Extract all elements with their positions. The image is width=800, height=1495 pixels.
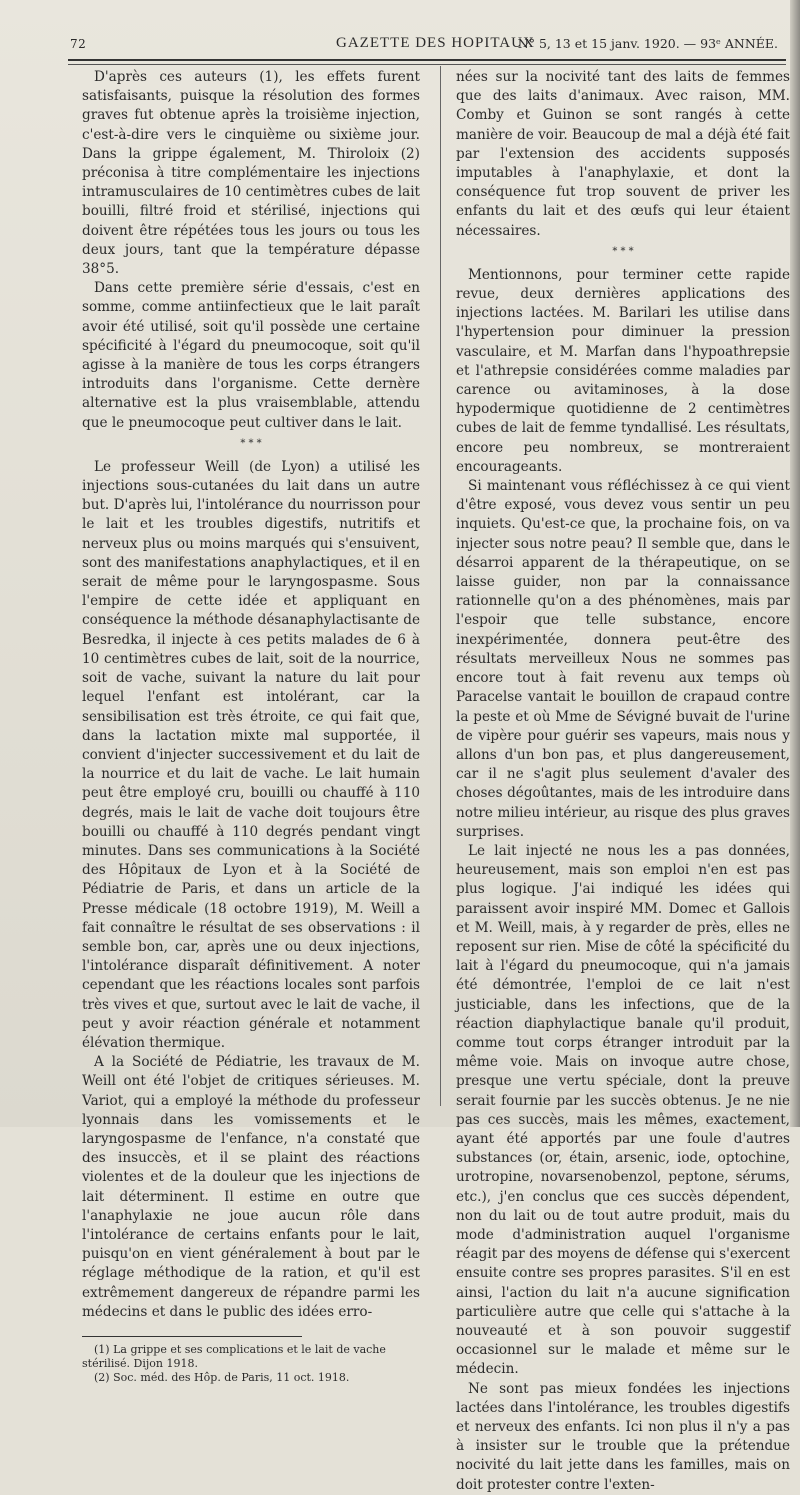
left-column <box>82 68 420 1385</box>
paragraph: Dans cette première série d'essais, c'est en somme, comme antiinfectieux que le lait paraît avoir été utilisé, soit qu'il possède une certaine spécificité à l'égard du pneumocoque, soit qu'il agisse à la manière de tous les corps étrangers introduits dans l'organisme. Cette dernère alternative est la plus vraisemblable, attendu que le pneumocoque peut cultiver dans le lait. <box>82 280 420 431</box>
paragraph: D'après ces auteurs (1), les effets furent satisfaisants, puisque la résolution des formes graves fut obtenue après la troisième injection, c'est-à-dire vers le cinquième ou sixième jour. Dans la grippe également, M. Thiroloix (2) préconisa à titre complémentaire les injections intramusculaires de 10 centimètres cubes de lait bouilli, filtré froid et stérilisé, injections qui doivent être répétées tous les jours ou tous les deux jours, tant que la température dépasse 38°5. <box>82 69 420 278</box>
column-divider <box>440 66 441 1106</box>
page-edge <box>790 0 800 1127</box>
paragraph: Le lait injecté ne nous les a pas données, heureusement, mais son emploi n'en est pas plus logique. J'ai indiqué les idées qui paraissent avoir inspiré MM. Domec et Gallois et M. Weill, mais, à y regarder de près, elles ne reposent sur rien. Mise de côté la spécificité du lait à l'égard du pneumocoque, qui n'a jamais été démontrée, l'emploi de ce lait n'est justiciable, dans les infections, que de la réaction diaphylactique banale qu'il produit, comme tout corps étranger introduit par la même voie. Mais on invoque autre chose, presque une vertu spéciale, dont la preuve serait fournie par les succès obtenus. Je ne nie pas ces succès, mais les mêmes, exactement, ayant été apportés par une foule d'autres substances (or, étain, arsenic, iode, optochine, urotropine, novarsenobenzol, peptone, sérums, etc.), j'en conclus que ces succès dépendent, non du lait ou de tout autre produit, mais du mode d'administration auquel l'organisme réagit par des moyens de défense qui s'exercent ensuite contre ses propres parasites. S'il en est ainsi, l'action du lait n'a aucune signification particulière autre que celle qui s'attache à la nouveauté et à son pouvoir suggestif occasionnel sur le malade et même sur le médecin. <box>456 842 790 1378</box>
paragraph: nées sur la nocivité tant des laits de femmes que des laits d'animaux. Avec raison, MM. Comby et Guinon se sont rangés à cette manière de voir. Beaucoup de mal a déjà été fait par l'extension des accidents supposés imputables à l'anaphylaxie, et dont la conséquence fut trop souvent de priver les enfants du lait et des œufs qui leur étaient nécessaires. <box>456 69 790 239</box>
footnote: (1) La grippe et ses complications et le lait de vache stérilisé. Dijon 1918. <box>82 1343 386 1370</box>
paragraph: Le professeur Weill (de Lyon) a utilisé les injections sous-cutanées du lait dans un autre but. D'après lui, l'intolérance du nourrisson pour le lait et les troubles digestifs, nutritifs et nerveux plus ou moins marqués qui s'ensuivent, sont des manifestations anaphylactiques, et il en serait de même pour le laryngospasme. Sous l'empire de cette idée et appliquant en conséquence la méthode désanaphylactisante de Besredka, il injecte à ces petits malades de 6 à 10 centimètres cubes de lait, soit de la nourrice, soit de vache, suivant la nature du lait pour lequel l'enfant est intolérant, car la sensibilisation est très étroite, ce qui fait que, dans la lactation mixte mal supportée, il convient d'injecter successivement et du lait de la nourrice et du lait de vache. Le lait humain peut être employé cru, bouilli ou chauffé à 110 degrés, mais le lait de vache doit toujours être bouilli ou chauffé à 110 degrés pendant vingt minutes. Dans ses communications à la Société des Hôpitaux de Lyon et à la Société de Pédiatrie de Paris, et dans un article de la Presse médicale (18 octobre 1919), M. Weill a fait connaître le résultat de ses observations : il semble bon, car, après une ou deux injections, l'intolérance disparaît définitivement. A noter cependant que les réactions locales sont parfois très vives et que, surtout avec le lait de vache, il peut y avoir réaction générale et notamment élévation thermique. <box>82 458 420 1051</box>
section-separator: * * * <box>612 245 634 257</box>
footnote: (2) Soc. méd. des Hôp. de Paris, 11 oct. 1918. <box>94 1371 350 1384</box>
paragraph: A la Société de Pédiatrie, les travaux de M. Weill ont été l'objet de critiques sérieuses. M. Variot, qui a employé la méthode du professeur lyonnais dans les vomissements et le laryngospasme de l'enfance, n'a constaté que des insuccès, et il se plaint des réactions violentes et de la douleur que les injections de lait déterminent. Il estime en outre que l'anaphylaxie ne joue aucun rôle dans l'intolérance de certains enfants pour le lait, puisqu'on en vient généralement à bout par le réglage méthodique de la ration, et qu'il est extrêmement dangereux de répandre parmi les médecins et dans le public des idées erro- <box>82 1054 420 1320</box>
footnote-rule <box>82 1336 302 1337</box>
header-rule <box>68 59 786 65</box>
page-number: 72 <box>70 37 87 51</box>
paragraph: Mentionnons, pour terminer cette rapide revue, deux dernières applications des injections lactées. M. Barilari les utilise dans l'hypertension pour diminuer la pression vasculaire, et M. Marfan dans l'hypoathrepsie et l'athrepsie considérées comme maladies par carence ou avitaminoses, à la dose hypodermique quotidienne de 2 centimètres cubes de lait de femme tyndallisé. Les résultats, encore peu nombreux, se montreraient encourageants. <box>456 266 790 475</box>
journal-title: GAZETTE DES HOPITAUX <box>336 35 535 51</box>
page-header <box>68 33 786 57</box>
paragraph: Ne sont pas mieux fondées les injections lactées dans l'intolérance, les troubles digestifs et nerveux des enfants. Ici non plus il n'y a pas à insister sur le trouble que la prétendue nocivité du lait jette dans les familles, mais on doit protester contre l'exten- <box>456 1380 790 1493</box>
section-separator: * * * <box>240 437 262 449</box>
paragraph: Si maintenant vous réfléchissez à ce qui vient d'être exposé, vous devez vous sentir un peu inquiets. Qu'est-ce que, la prochaine fois, on va injecter sous notre peau? Il semble que, dans le désarroi apparent de la thérapeutique, on se laisse guider, non par la connaissance rationnelle qu'on a des phénomènes, mais par l'espoir que telle substance, encore inexpérimentée, donnera peut-être des résultats merveilleux Nous ne sommes pas encore tout à fait revenu aux temps où Paracelse vantait le bouillon de crapaud contre la peste et où Mme de Sévigné buvait de l'urine de vipère pour guérir ses vapeurs, mais nous y allons d'un bon pas, et plus dangereusement, car il ne s'agit plus seulement d'avaler des choses dégoûtantes, mais de les introduire dans notre milieu intérieur, au risque des plus graves surprises. <box>456 478 790 840</box>
issue-info: N° 5, 13 et 15 janv. 1920. — 93ᵉ ANNÉE. <box>517 36 778 51</box>
right-column <box>456 68 790 1495</box>
